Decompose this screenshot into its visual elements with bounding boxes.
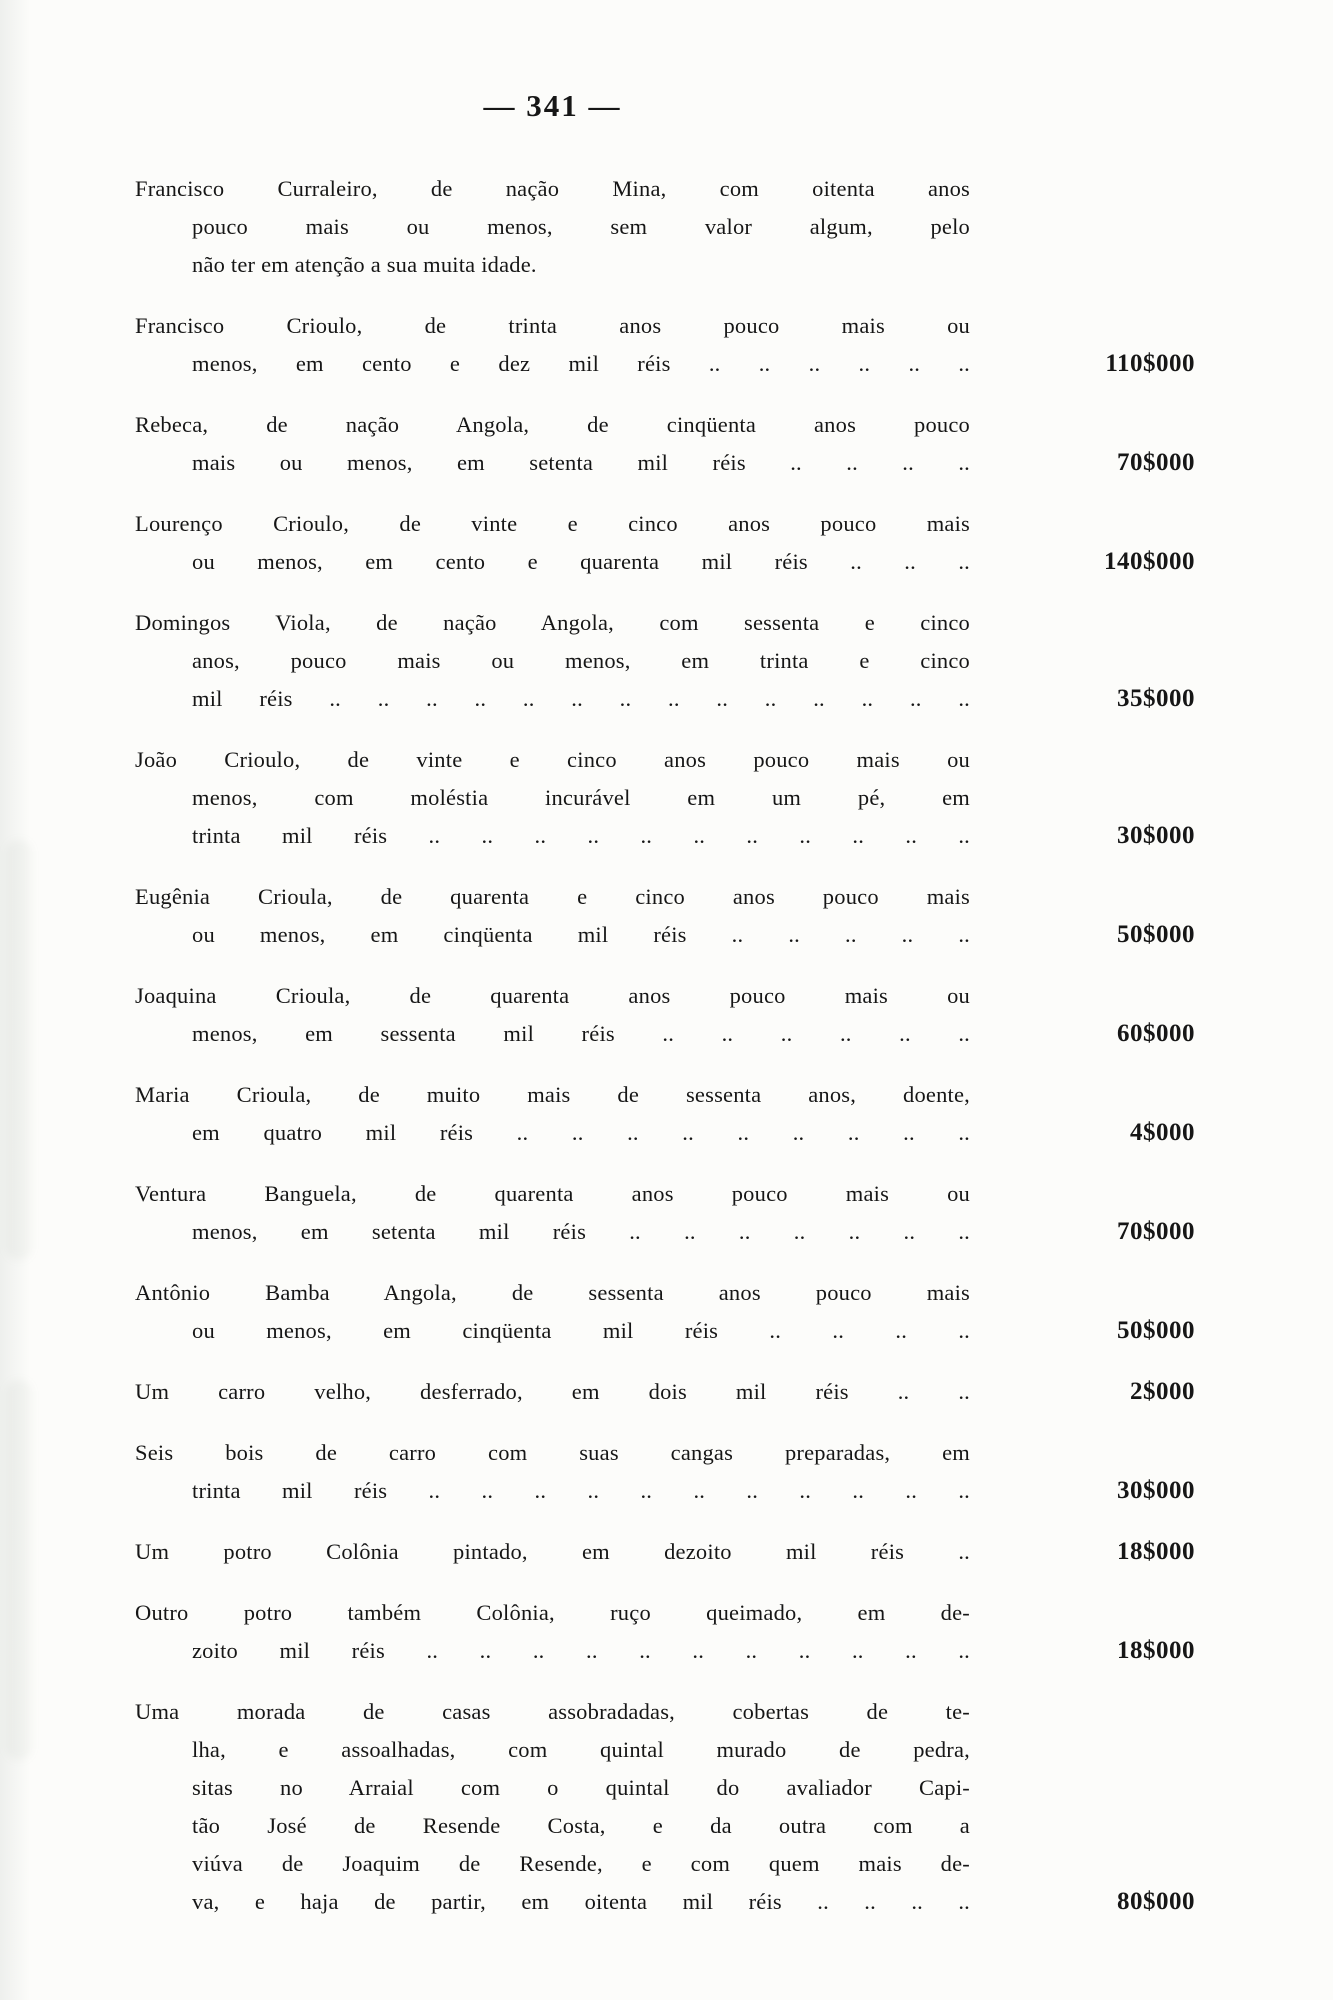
appraisal-entry	[135, 307, 1333, 383]
entry-text	[135, 1533, 970, 1571]
entry-line: Eugênia Crioula, de quarenta e cinco anos pouco mais	[135, 884, 970, 909]
appraisal-entry	[135, 505, 1333, 581]
entry-text	[135, 406, 970, 482]
entry-line: ou menos, em cinqüenta mil réis .. .. .. ..	[192, 1318, 970, 1343]
entry-line: menos, em setenta mil réis .. .. .. .. .. .. ..	[192, 1219, 970, 1244]
entry-text	[135, 878, 970, 954]
entry-line: trinta mil réis .. .. .. .. .. .. .. .. .. .. ..	[192, 823, 970, 848]
entry-text	[135, 1274, 970, 1350]
entry-value: 18$000	[1117, 1538, 1195, 1565]
appraisal-entry	[135, 741, 1333, 855]
entry-line: Um carro velho, desferrado, em dois mil réis .. ..	[135, 1379, 970, 1404]
entry-value: 50$000	[1117, 921, 1195, 948]
entry-line: Uma morada de casas assobradadas, cobertas de te-	[135, 1699, 970, 1724]
entry-line: Maria Crioula, de muito mais de sessenta anos, doente,	[135, 1082, 970, 1107]
entry-text	[135, 741, 970, 855]
entry-text	[135, 1434, 970, 1510]
appraisal-entry	[135, 1076, 1333, 1152]
appraisal-entry	[135, 977, 1333, 1053]
entry-line: Francisco Curraleiro, de nação Mina, com oitenta anos	[135, 176, 970, 201]
entry-value: 70$000	[1117, 449, 1195, 476]
entry-line: trinta mil réis .. .. .. .. .. .. .. .. .. .. ..	[192, 1478, 970, 1503]
entry-line: ou menos, em cinqüenta mil réis .. .. .. .. ..	[192, 922, 970, 947]
entry-value: 60$000	[1117, 1020, 1195, 1047]
entry-line: menos, em cento e dez mil réis .. .. .. .. .. ..	[192, 351, 970, 376]
entry-line: em quatro mil réis .. .. .. .. .. .. .. .. ..	[192, 1120, 970, 1145]
entry-line: viúva de Joaquim de Resende, e com quem mais de-	[192, 1851, 970, 1876]
entry-line: Antônio Bamba Angola, de sessenta anos pouco mais	[135, 1280, 970, 1305]
entry-text	[135, 1373, 970, 1411]
scan-smudge	[6, 840, 32, 1260]
entry-line: Domingos Viola, de nação Angola, com sessenta e cinco	[135, 610, 970, 635]
entry-line: João Crioulo, de vinte e cinco anos pouco mais ou	[135, 747, 970, 772]
entry-line: anos, pouco mais ou menos, em trinta e cinco	[192, 648, 970, 673]
entry-text	[135, 1076, 970, 1152]
entry-line: Seis bois de carro com suas cangas preparadas, em	[135, 1440, 970, 1465]
entry-line: va, e haja de partir, em oitenta mil réis .. .. .. ..	[192, 1889, 970, 1914]
entry-text	[135, 170, 970, 284]
appraisal-entry	[135, 1274, 1333, 1350]
entry-text	[135, 505, 970, 581]
entry-line: menos, em sessenta mil réis .. .. .. .. .. ..	[192, 1021, 970, 1046]
entry-line: Joaquina Crioula, de quarenta anos pouco mais ou	[135, 983, 970, 1008]
entry-line: pouco mais ou menos, sem valor algum, pelo	[192, 214, 970, 239]
entry-value: 18$000	[1117, 1637, 1195, 1664]
entry-line: Lourenço Crioulo, de vinte e cinco anos pouco mais	[135, 511, 970, 536]
entry-line: não ter em atenção a sua muita idade.	[192, 252, 537, 277]
entry-list	[135, 170, 1333, 1921]
entry-line: tão José de Resende Costa, e da outra com a	[192, 1813, 970, 1838]
entry-line: lha, e assoalhadas, com quintal murado de pedra,	[192, 1737, 970, 1762]
entry-line: mil réis .. .. .. .. .. .. .. .. .. .. .. .. .. ..	[192, 686, 970, 711]
entry-value: 30$000	[1117, 822, 1195, 849]
entry-line: Um potro Colônia pintado, em dezoito mil réis ..	[135, 1539, 970, 1564]
entry-text	[135, 604, 970, 718]
entry-value: 70$000	[1117, 1218, 1195, 1245]
entry-value: 50$000	[1117, 1317, 1195, 1344]
entry-line: mais ou menos, em setenta mil réis .. .. .. ..	[192, 450, 970, 475]
appraisal-entry	[135, 1693, 1333, 1921]
entry-value: 110$000	[1105, 350, 1195, 377]
entry-line: zoito mil réis .. .. .. .. .. .. .. .. .. .. ..	[192, 1638, 970, 1663]
entry-text	[135, 1175, 970, 1251]
appraisal-entry	[135, 1373, 1333, 1411]
appraisal-entry	[135, 1533, 1333, 1571]
appraisal-entry	[135, 878, 1333, 954]
entry-value: 30$000	[1117, 1477, 1195, 1504]
appraisal-entry	[135, 1594, 1333, 1670]
entry-line: sitas no Arraial com o quintal do avaliador Capi-	[192, 1775, 970, 1800]
entry-value: 80$000	[1117, 1888, 1195, 1915]
entry-value: 2$000	[1130, 1378, 1195, 1405]
appraisal-entry	[135, 1434, 1333, 1510]
appraisal-entry	[135, 170, 1333, 284]
scan-smudge	[6, 1380, 32, 1760]
page-number: — 341 —	[483, 88, 622, 123]
entry-line: Francisco Crioulo, de trinta anos pouco mais ou	[135, 313, 970, 338]
entry-value: 140$000	[1104, 548, 1195, 575]
entry-value: 4$000	[1130, 1119, 1195, 1146]
entry-line: ou menos, em cento e quarenta mil réis .. .. ..	[192, 549, 970, 574]
entry-text	[135, 1594, 970, 1670]
entry-value: 35$000	[1117, 685, 1195, 712]
entry-text	[135, 1693, 970, 1921]
appraisal-entry	[135, 604, 1333, 718]
entry-line: Rebeca, de nação Angola, de cinqüenta anos pouco	[135, 412, 970, 437]
appraisal-entry	[135, 1175, 1333, 1251]
entry-text	[135, 307, 970, 383]
entry-line: Outro potro também Colônia, ruço queimado, em de-	[135, 1600, 970, 1625]
entry-line: Ventura Banguela, de quarenta anos pouco mais ou	[135, 1181, 970, 1206]
appraisal-entry	[135, 406, 1333, 482]
entry-line: menos, com moléstia incurável em um pé, em	[192, 785, 970, 810]
entry-text	[135, 977, 970, 1053]
